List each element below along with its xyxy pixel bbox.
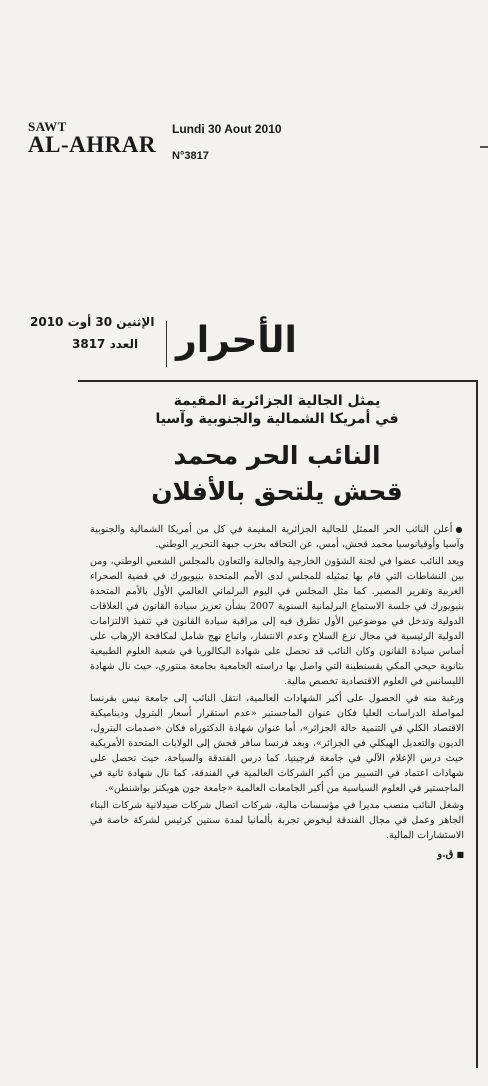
- article-paragraph: ● أعلن النائب الحر الممثل للجالية الجزائرية المقيمة في كل من أمريكا الشمالية والجنوبية وآسيا وأوقيانوسيا محمد قحش، أمس، عن التحاقه بحزب جبهة التحرير الوطني.: [90, 522, 464, 552]
- kicker-line: في أمريكا الشمالية والجنوبية وآسيا: [155, 411, 399, 427]
- masthead-sawt: SAWT: [28, 119, 67, 134]
- article-paragraph: ويعد النائب عضوا في لجنة الشؤون الخارجية والجالية والتعاون بالمجلس الشعبي الوطني، ومن بين النشاطات التي قام بها تمثيله للمجلس لدى الأمم المتحدة بنيويورك في قضية الصحراء الغربية وتقرير المصير. كما مثل المجلس في اليوم البرلماني العالمي الأول بالأمم المتحدة بنيويورك في جلسة الاستماع البرلمانية السنوية 2007 بشأن تعزيز سيادة القانون في العلاقات الدولية وتدخل في موضوعين الأول تطرق فيه إلى مراقبة سيادة القانون في تنفيذ الالتزامات الدولية الرئيسية في مجال نزع السلاح وعدم الانتشار، واتباع نهج شامل لمكافحة الإرهاب على أساس سيادة القانون وكان النائب قد تحصل على شهادة البكالوريا في شعبة العلوم الطبيعية بثانوية حيحي المكي بقسنطينة التي واصل بها دراسته الجامعية بجامعة منتوري، حيث نال شهادة الليسانس في العلوم الاقتصادية تخصص مالية.: [90, 556, 464, 687]
- masthead-issue-number: N°3817: [172, 150, 209, 162]
- article-paragraph: ورغبة منه في الحصول على أكبر الشهادات العالمية، انتقل النائب إلى جامعة نيس بفرنسا لمواصلة الدراسات العليا فكان عنوان الماجستير «عدم استقرار أسعار البترول وديناميكية الاقتصاد الكلي في التنمية حالة الجزائر»، أما عنوان شهادة الدكتوراه فكان «صدمات البترول، الديون والتعديل الهيكلي في الجزائر»، وبعد فرنسا سافر قحش إلى الولايات المتحدة الأمريكية حيث درس الإعلام الآلي في جامعة فرجينيا، كما درس الفندقة والسياحة، حيث تحصل على شهادات اعتماد في التسيير من أكبر الشركات العالمية في الفندقة، كما نال شهادة ثانية في الماجستير في العلوم السياسية من أكبر الجامعات العالمية «جامعة جون هوبكنز بواشنطن».: [90, 693, 464, 794]
- clipping-edge-line: [480, 146, 488, 148]
- article-paragraph: وشغل النائب منصب مديرا في مؤسسات مالية، شركات اتصال شركات صيدلانية شركات البناء الجاهز وعمل في مجال الفندقة ليخوض تجربة بألمانيا لمدة سنتين كرئيس لشركة خاصة في الاستشارات المالية.: [90, 800, 464, 841]
- article: [90, 392, 464, 860]
- masthead-title: AL-AHRAR: [28, 132, 156, 157]
- article-kicker: [90, 392, 464, 428]
- header-divider: [166, 321, 167, 367]
- arabic-issue-number: العدد 3817: [72, 337, 139, 351]
- masthead-date: Lundi 30 Aout 2010: [172, 122, 282, 136]
- headline-line: قحش يلتحق بالأفلان: [151, 477, 403, 506]
- headline-line: النائب الحر محمد: [173, 441, 381, 470]
- newspaper-logo: الأحرار: [176, 320, 297, 361]
- article-signature: ■ ق.و: [90, 849, 464, 860]
- masthead: [28, 119, 282, 162]
- kicker-line: يمثل الجالية الجزائرية المقيمة: [173, 393, 381, 409]
- newspaper-header: [30, 315, 297, 371]
- article-headline: [90, 438, 464, 510]
- arabic-date: الإثنين 30 أوت 2010: [30, 315, 155, 329]
